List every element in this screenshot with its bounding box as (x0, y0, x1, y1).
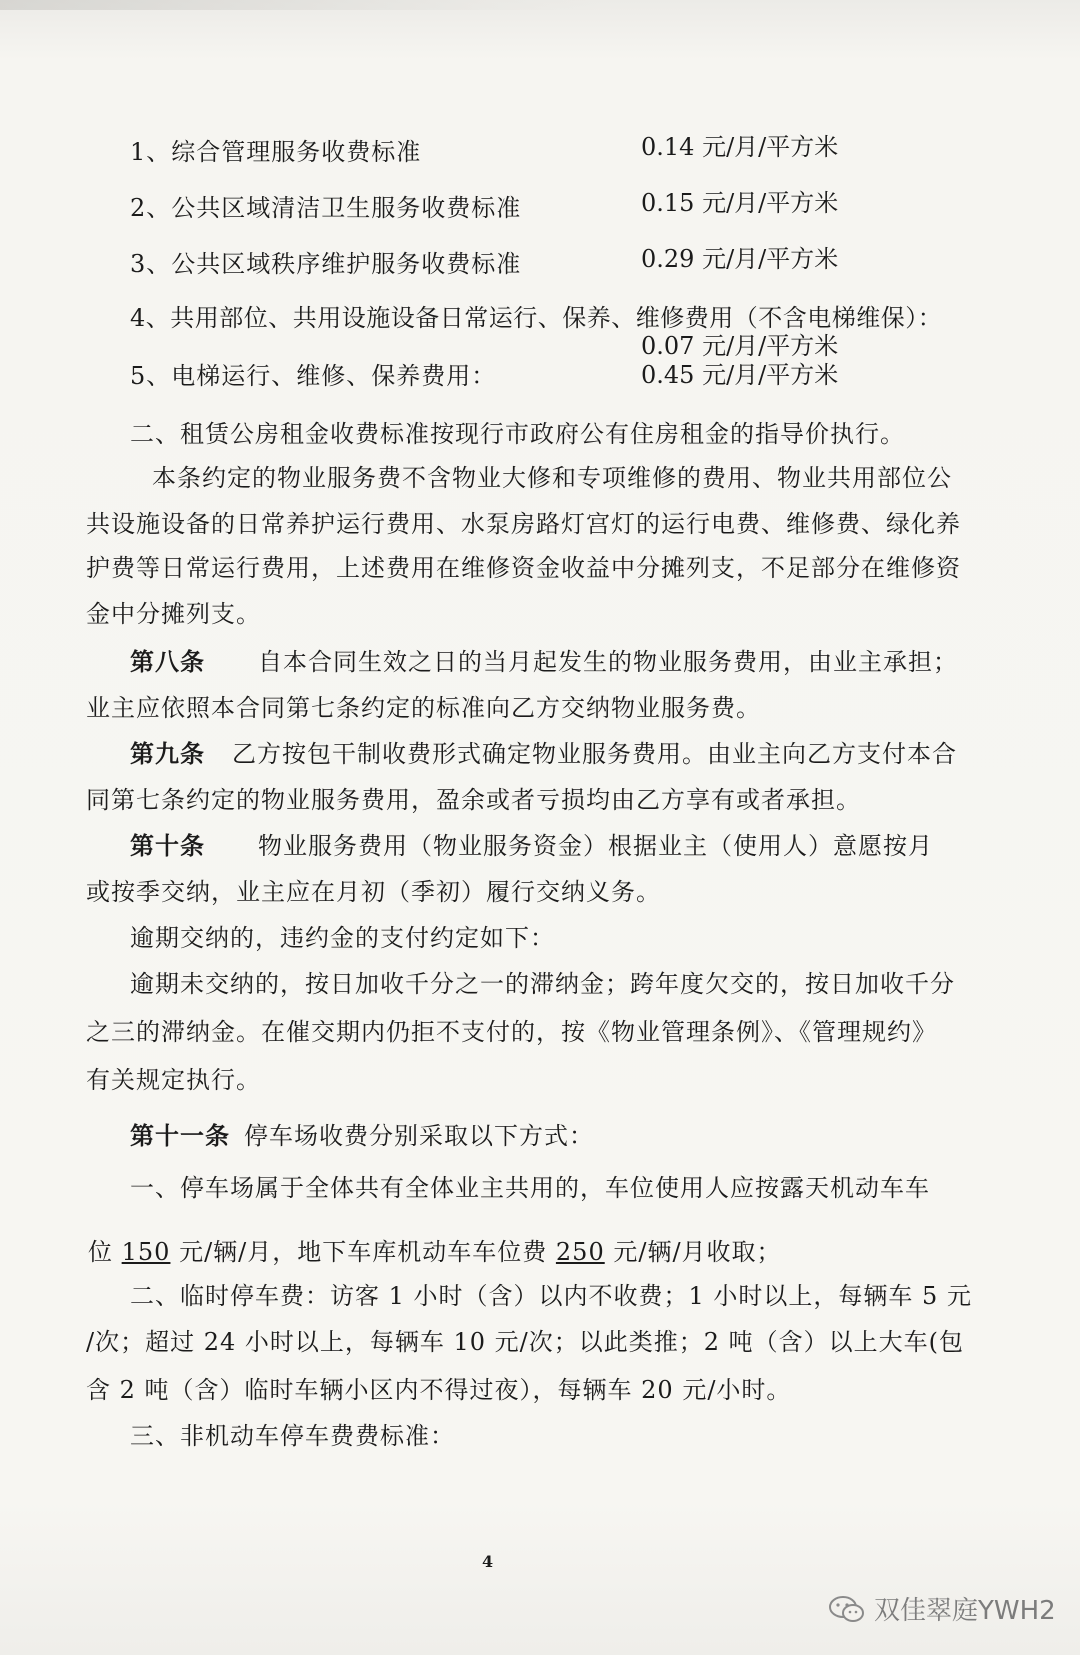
art11-p2-line1: 二、临时停车费：访客 1 小时（含）以内不收费；1 小时以上，每辆车 5 元 (130, 1282, 972, 1310)
art10-line-2: 或按季交纳，业主应在月初（季初）履行交纳义务。 (86, 878, 661, 906)
art10-line-1: 物业服务费用（物业服务资金）根据业主（使用人）意愿按月 (258, 832, 933, 860)
outdoor-parking-fee: 150 (121, 1238, 171, 1266)
section-2: 二、租赁公房租金收费标准按现行市政府公有住房租金的指导价执行。 (130, 420, 905, 448)
fee-label-3: 3、公共区域秩序维护服务收费标准 (130, 250, 522, 278)
art9-title: 第九条 (130, 739, 205, 768)
fee-value-5: 0.45 元/月/平方米 (641, 361, 839, 389)
fee-value-3: 0.29 元/月/平方米 (641, 245, 839, 273)
fee-label-4: 4、共用部位、共用设施设备日常运行、保养、维修费用（不含电梯维保）： (130, 304, 943, 332)
overdue-line-3: 之三的滞纳金。在催交期内仍拒不支付的，按《物业管理条例》、《管理规约》 (86, 1018, 937, 1046)
art9-line-1: 乙方按包干制收费形式确定物业服务费用。由业主向乙方支付本合 (232, 740, 957, 768)
note-line-4: 金中分摊列支。 (86, 600, 261, 628)
art11-p1-b: 元/辆/月，地下车库机动车车位费 (179, 1238, 548, 1266)
note-line-3: 护费等日常运行费用，上述费用在维修资金收益中分摊列支，不足部分在维修资 (86, 554, 961, 582)
note-line-2: 共设施设备的日常养护运行费用、水泵房路灯宫灯的运行电费、维修费、绿化养 (86, 510, 961, 538)
art11-p1-c: 元/辆/月收取； (613, 1238, 782, 1266)
watermark-text: 双佳翠庭YWH2 (874, 1596, 1056, 1626)
art11-intro: 停车场收费分别采取以下方式： (244, 1122, 594, 1150)
overdue-line-1: 逾期交纳的，违约金的支付约定如下： (130, 924, 555, 952)
art11-p3: 三、非机动车停车费费标准： (130, 1422, 455, 1450)
art11-p1-line2 (88, 1236, 782, 1268)
scan-edge-shadow (0, 0, 600, 10)
art8-line-1: 自本合同生效之日的当月起发生的物业服务费用，由业主承担； (258, 648, 958, 676)
page-number: 4 (482, 1552, 494, 1571)
fee-value-2: 0.15 元/月/平方米 (641, 189, 839, 217)
art11-p1-line1: 一、停车场属于全体共有全体业主共用的，车位使用人应按露天机动车车 (130, 1174, 930, 1202)
art8-line-2: 业主应依照本合同第七条约定的标准向乙方交纳物业服务费。 (86, 694, 761, 722)
fee-label-5: 5、电梯运行、维修、保养费用： (130, 362, 497, 390)
fee-value-4: 0.07 元/月/平方米 (641, 332, 839, 360)
overdue-line-4: 有关规定执行。 (86, 1066, 261, 1094)
fee-label-2: 2、公共区域清洁卫生服务收费标准 (130, 194, 522, 222)
art11-p2-line3: 含 2 吨（含）临时车辆小区内不得过夜），每辆车 20 元/小时。 (86, 1376, 792, 1404)
art10-title: 第十条 (130, 831, 205, 860)
overdue-line-2: 逾期未交纳的，按日加收千分之一的滞纳金；跨年度欠交的，按日加收千分 (130, 970, 955, 998)
art11-p1-a: 位 (88, 1238, 113, 1266)
art11-p2-line2: /次；超过 24 小时以上，每辆车 10 元/次；以此类推；2 吨（含）以上大车(包 (86, 1328, 965, 1356)
art9-line-2: 同第七条约定的物业服务费用，盈余或者亏损均由乙方享有或者承担。 (86, 786, 861, 814)
art11-title: 第十一条 (130, 1121, 230, 1150)
fee-value-1: 0.14 元/月/平方米 (641, 133, 839, 161)
fee-label-1: 1、综合管理服务收费标准 (130, 138, 422, 166)
underground-parking-fee: 250 (555, 1238, 605, 1266)
wechat-icon (828, 1594, 866, 1624)
watermark (828, 1590, 1056, 1627)
art8-title: 第八条 (130, 647, 205, 676)
note-line-1: 本条约定的物业服务费不含物业大修和专项维修的费用、物业共用部位公 (152, 464, 952, 492)
